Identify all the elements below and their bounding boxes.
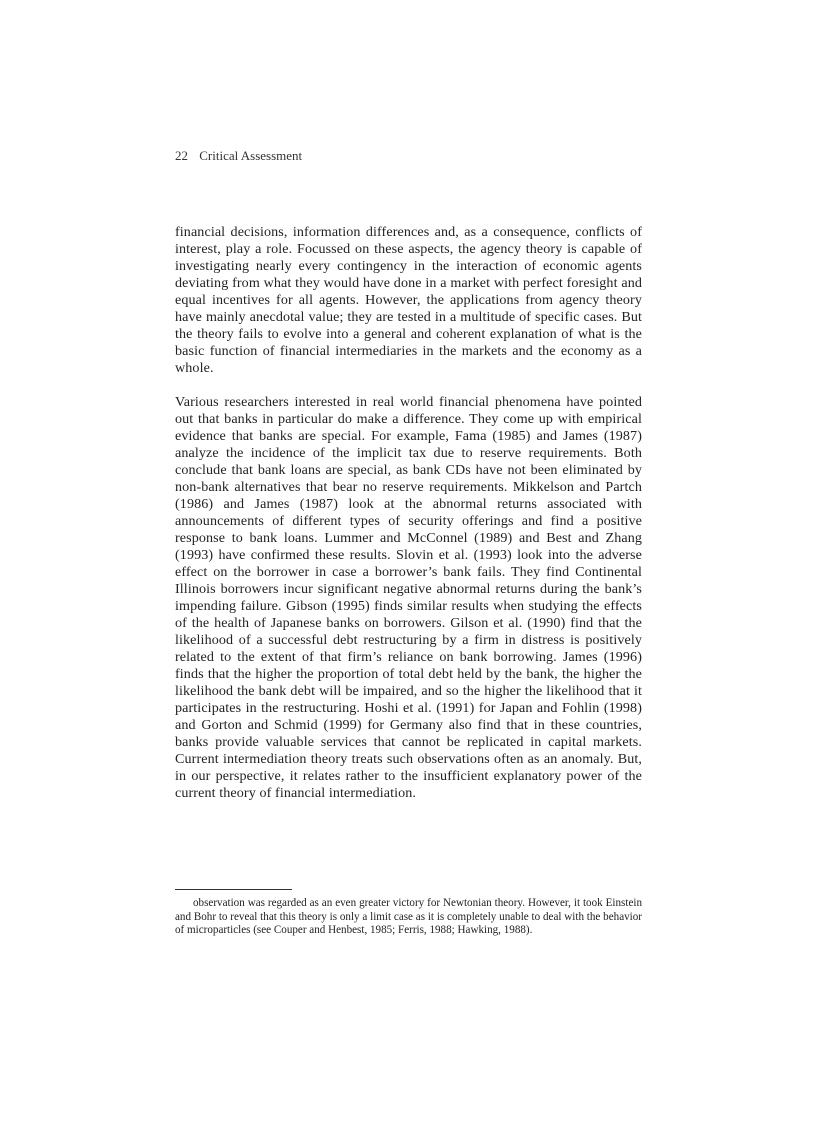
body-text (175, 224, 642, 802)
running-header (175, 148, 302, 164)
page-number: 22 (175, 148, 188, 163)
footnote-divider (175, 889, 292, 890)
running-title: Critical Assessment (199, 148, 303, 163)
paragraph-banks-special: Various researchers interested in real world financial phenomena have pointed out that banks in particular do make a difference. They come up with empirical evidence that banks are special. For example, Fama (1985) and James (1987) analyze the incidence of the implicit tax due to reserve requirements. Both conclude that bank loans are special, as bank CDs have not been eliminated by non-bank alternatives that bear no reserve requirements. Mikkelson and Partch (1986) and James (1987) look at the abnormal returns associated with announcements of different types of security offerings and find a positive response to bank loans. Lummer and McConnel (1989) and Best and Zhang (1993) have confirmed these results. Slovin et al. (1993) look into the adverse effect on the borrower in case a borrower’s bank fails. They find Continental Illinois borrowers incur significant negative abnormal returns during the bank’s impending failure. Gibson (1995) finds similar results when studying the effects of the health of Japanese banks on borrowers. Gilson et al. (1990) find that the likelihood of a successful debt restructuring by a firm in distress is positively related to the extent of that firm’s reliance on bank borrowing. James (1996) finds that the higher the proportion of total debt held by the bank, the higher the likelihood the bank debt will be impaired, and so the higher the likelihood that it participates in the restructuring. Hoshi et al. (1991) for Japan and Fohlin (1998) and Gorton and Schmid (1999) for Germany also find that in these countries, banks provide valuable services that cannot be replicated in capital markets. Current intermediation theory treats such observations often as an anomaly. But, in our perspective, it relates rather to the insufficient explanatory power of the current theory of financial intermediation. (175, 394, 642, 801)
paragraph-agency-theory: financial decisions, information differences and, as a consequence, conflicts of interest, play a role. Focussed on these aspects, the agency theory is capable of investigating nearly every contingency in the interaction of economic agents deviating from what they would have done in a market with perfect foresight and equal incentives for all agents. However, the applications from agency theory have mainly anecdotal value; they are tested in a multitude of specific cases. But the theory fails to evolve into a general and coherent explanation of what is the basic function of financial intermediaries in the markets and the economy as a whole. (175, 224, 642, 376)
footnote: observation was regarded as an even greater victory for Newtonian theory. However, it took Einstein and Bohr to reveal that this theory is only a limit case as it is completely unable to deal with the behavior of microparticles (see Couper and Henbest, 1985; Ferris, 1988; Hawking, 1988). (175, 897, 642, 937)
